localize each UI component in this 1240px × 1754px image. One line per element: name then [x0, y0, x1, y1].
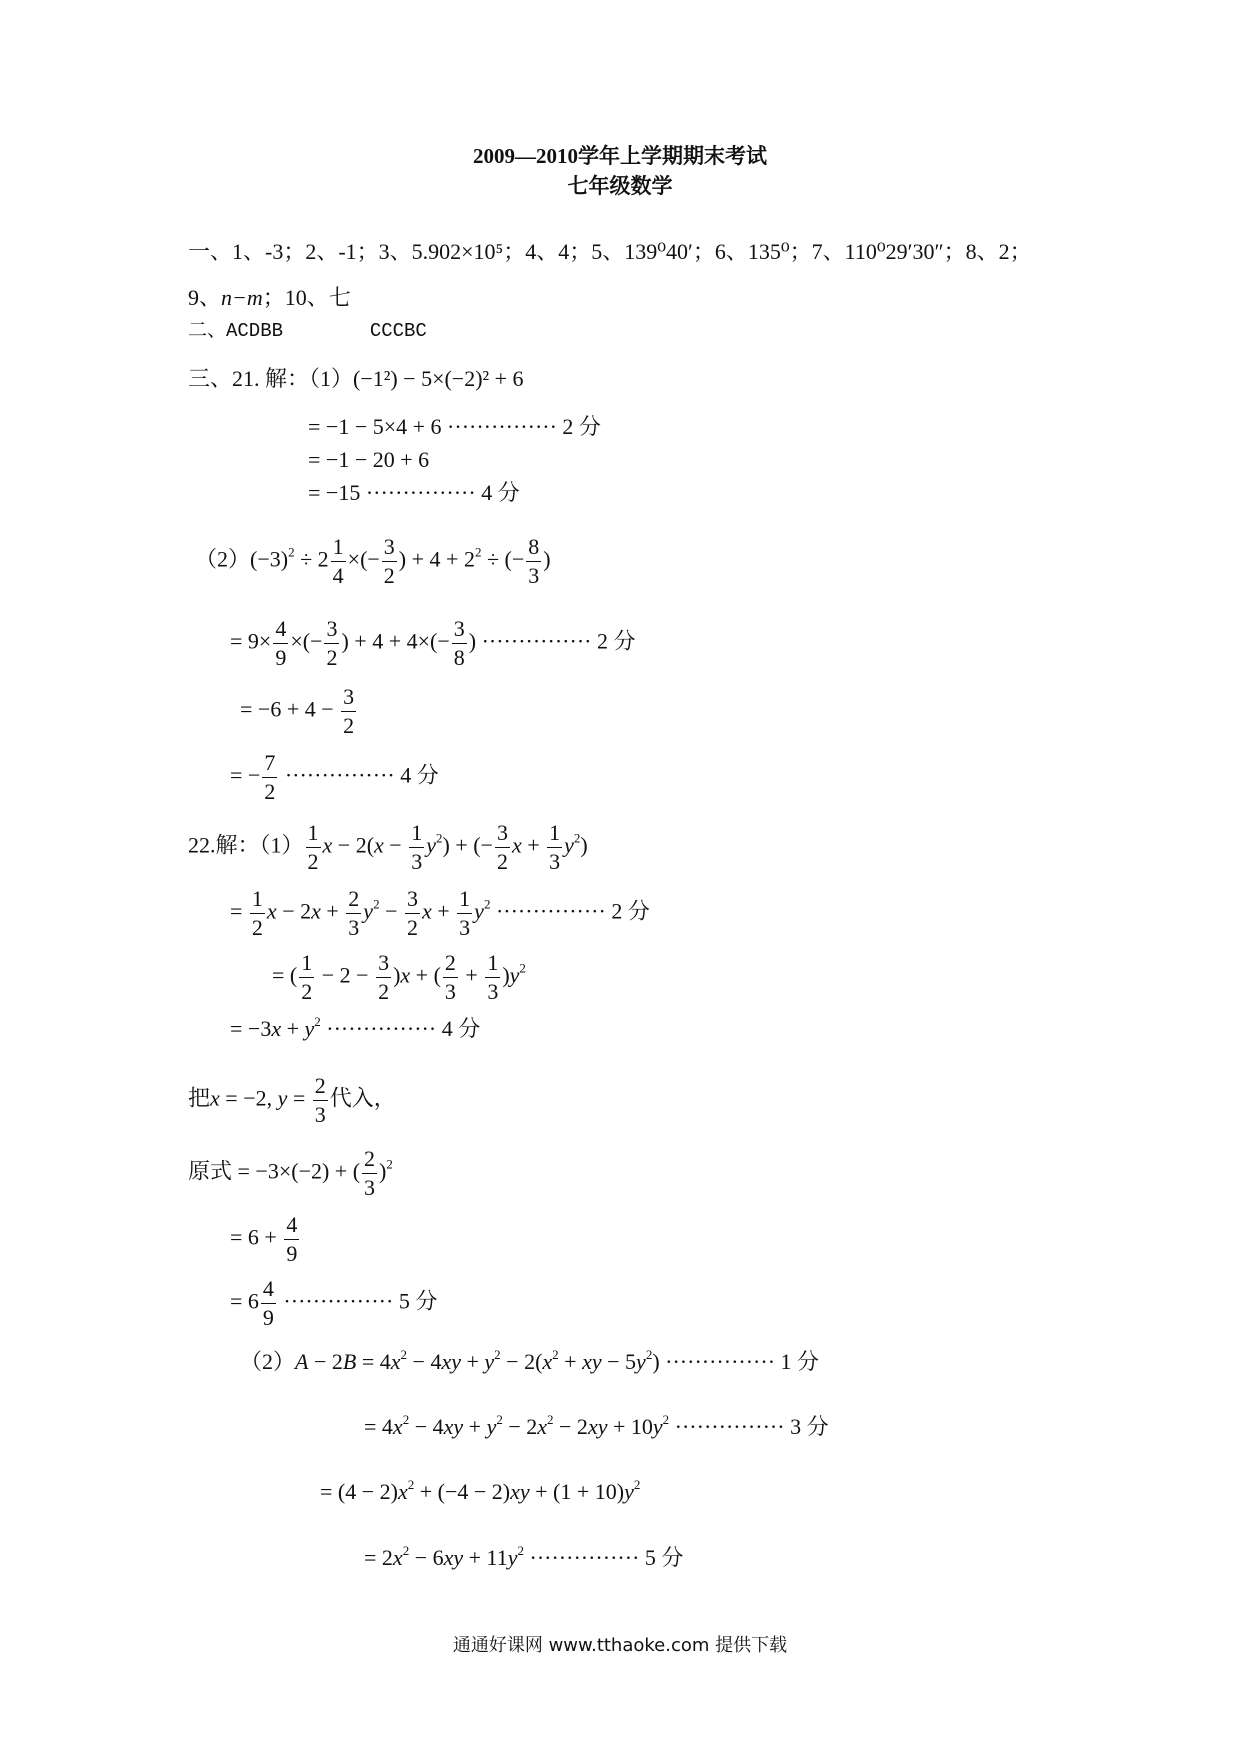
- q22-substitute-a: 把: [188, 1085, 211, 1111]
- q22-step1: = $\frac{1}{2}$ x − 2x + $\frac{2}{3}$ $y^2$ − $\frac{3}{2}$ x + $\frac{1}{3}$ $y^2$ ··············· 2 分: [230, 886, 650, 940]
- section1-line2: [188, 285, 351, 311]
- q22-substitute: 把x = −2, y = $\frac{2}{3}$ 代入，: [188, 1073, 396, 1127]
- q21-head: [188, 366, 524, 392]
- section1-q9-answer: n−m: [221, 285, 263, 310]
- q21-part2-label: （2）: [195, 546, 251, 572]
- q22-part2-line2: = $4x^2 - 4xy + y^2 - 2x^2 - 2xy + 10y^2$ ··············· 3 分: [364, 1412, 829, 1439]
- section2-group2: CCCBC: [369, 320, 427, 342]
- q22-score-2: 2 分: [611, 898, 650, 924]
- q22-part2-line1: $(2)A - 2B = 4x^2 - 4xy + y^2 - 2(x^2$ + xy − $5y^2$) ··············· 1 分: [240, 1347, 820, 1374]
- q21-expr: (−1²) − 5×(−2)² + 6: [353, 366, 524, 391]
- q22-head: 22.解：（1） $\frac{1}{2}$ x − 2(x − $\frac{1}{3}$ $y^2$) + (− $\frac{3}{2}$ x + $\frac{1}{3}$ $y^2$): [188, 820, 588, 874]
- q21-part2-step1: = 9× $\frac{4}{9}$ ×(− $\frac{3}{2}$ ) + 4 + 4×(− $\frac{3}{8}$ ) ··············· 2 分: [230, 616, 636, 670]
- q22-original: 原式 = −3×(−2) + ( $\frac{2}{3}$ )$^2$: [188, 1146, 393, 1200]
- q22-step2: = ( $\frac{1}{2}$ − 2 − $\frac{3}{2}$ )x + ( $\frac{2}{3}$ + $\frac{1}{3}$ )$y^2$: [272, 950, 526, 1004]
- q22-score-5: 5 分: [398, 1288, 438, 1314]
- section1-q9-label: 9、: [188, 285, 222, 310]
- q21-part2-expr: $(2)(-3)^2 \div 2$ $\frac{1}{4}$ ×(− $\frac{3}{2}$ ) + $4 + 2^2$ ÷ (− $\frac{8}{3}$ ): [195, 534, 551, 588]
- section2-line: [188, 318, 427, 344]
- q22-calc1: = 6 + $\frac{4}{9}$: [230, 1212, 298, 1266]
- q21-part2-step3: = − $\frac{7}{2}$ ··············· 4 分: [230, 750, 439, 804]
- q22-part2-score-3: 3 分: [790, 1414, 829, 1439]
- q22-step3: = $-3x + y^2$ ··············· 4 分: [230, 1014, 481, 1041]
- q21-step2: = −1 − 20 + 6: [308, 447, 430, 472]
- page-subtitle: 七年级数学: [567, 174, 673, 198]
- q22-original-label: 原式: [188, 1158, 233, 1184]
- section1-line1: 一、1、-3；2、-1；3、5.902×10⁵；4、4；5、139⁰40′；6、135⁰；7、110⁰29′30″；8、2；: [188, 239, 1032, 264]
- q21-part2-step2: = −6 + 4 − $\frac{3}{2}$: [240, 684, 355, 738]
- q22-part2-score-5: 5 分: [644, 1545, 684, 1570]
- q22-substitute-b: 代入，: [329, 1085, 396, 1111]
- page-footer: 通通好课网 www.tthaoke.com 提供下载: [452, 1635, 788, 1656]
- q22-part2-score-1: 1 分: [780, 1349, 820, 1374]
- section2-group1: 二、ACDBB: [188, 320, 284, 342]
- q21-step1: = −1 − 5×4 + 6 ··············· 2 分: [308, 414, 601, 439]
- page-title: 2009—2010学年上学期期末考试: [473, 144, 767, 168]
- q21-head-label: 三、21. 解：（1）: [188, 366, 354, 391]
- q22-calc2: = 6 $\frac{4}{9}$ ··············· 5 分: [230, 1276, 438, 1330]
- q22-score-4: 4 分: [441, 1016, 481, 1041]
- q21-part2-score-2: 2 分: [596, 628, 636, 654]
- q22-part2-line4: = $2x^2 - 6xy + 11y^2$ ··············· 5 分: [364, 1543, 684, 1570]
- section1-q10: ；10、七: [262, 285, 351, 310]
- q21-part2-score-4: 4 分: [400, 762, 439, 788]
- q22-part2-line3: = $(4 - 2)x^2 + (-4 - 2)xy + (1 + 10)y^2$: [320, 1477, 641, 1504]
- q22-head-label: 22.解：（1）: [188, 832, 304, 858]
- q21-step3: = −15 ··············· 4 分: [308, 480, 520, 505]
- q22-part2-label: （2）: [240, 1349, 296, 1374]
